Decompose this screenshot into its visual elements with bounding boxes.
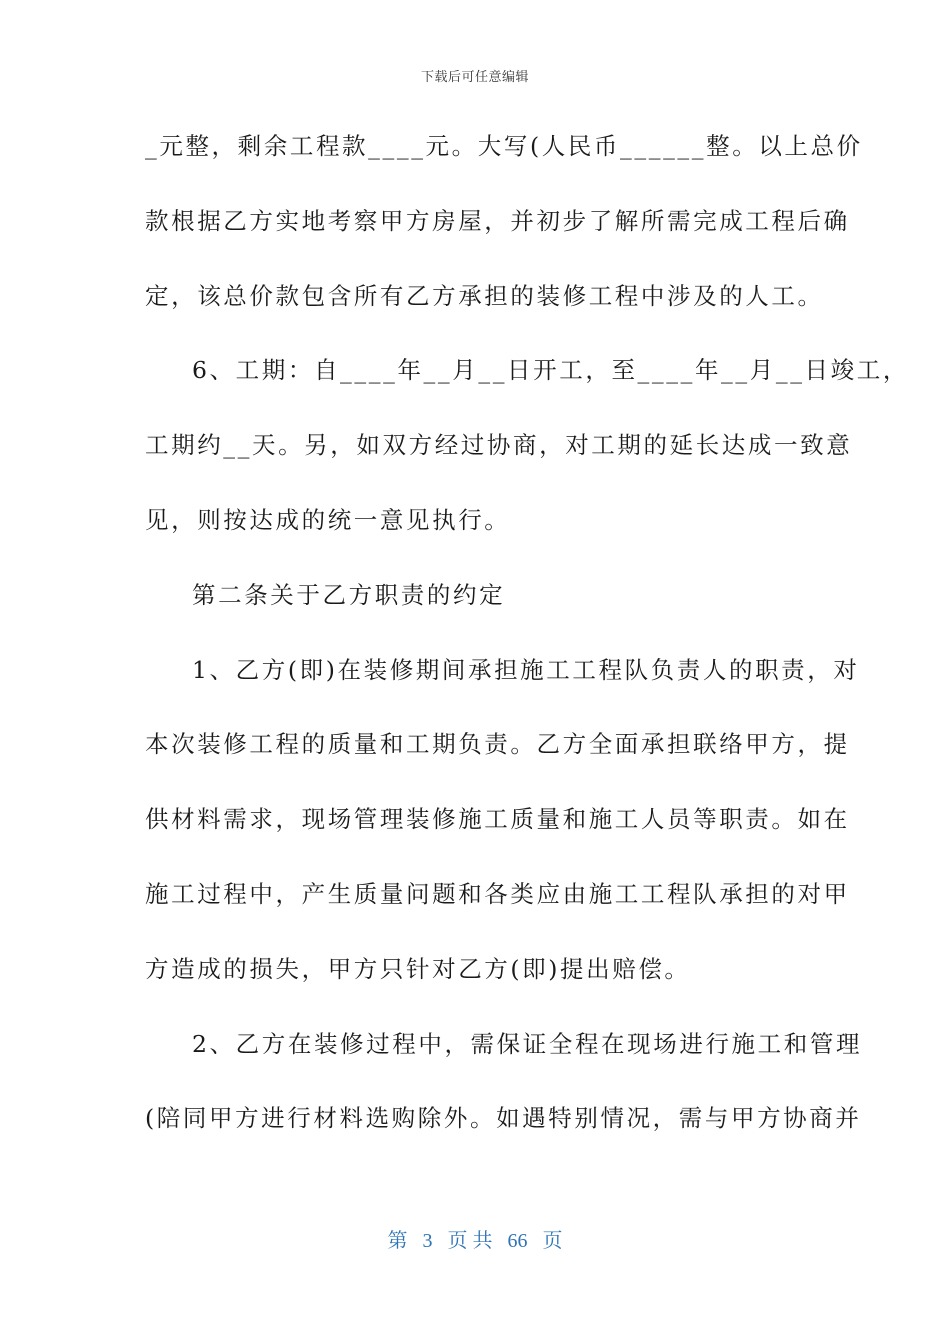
body-line: 见，则按达成的统一意见执行。 bbox=[145, 505, 511, 534]
footer-prefix: 第 bbox=[387, 1230, 408, 1252]
body-line: 款根据乙方实地考察甲方房屋，并初步了解所需完成工程后确 bbox=[145, 206, 850, 235]
footer-suffix: 页 bbox=[542, 1230, 563, 1252]
body-line: 供材料需求，现场管理装修施工质量和施工人员等职责。如在 bbox=[145, 805, 850, 834]
body-line: 施工过程中，产生质量问题和各类应由施工工程队承担的对甲 bbox=[145, 879, 850, 908]
document-body bbox=[145, 124, 909, 1171]
body-line: _元整，剩余工程款____元。大写(人民币______整。以上总价 bbox=[145, 132, 863, 160]
body-line: (陪同甲方进行材料选购除外。如遇特别情况，需与甲方协商并 bbox=[145, 1104, 862, 1133]
page-header: 下载后可任意编辑 bbox=[420, 70, 529, 85]
body-line: 定，该总价款包含所有乙方承担的装修工程中涉及的人工。 bbox=[145, 281, 824, 310]
clause-2: 2、乙方在装修过程中，需保证全程在现场进行施工和管理 bbox=[192, 1029, 863, 1058]
body-line: 本次装修工程的质量和工期负责。乙方全面承担联络甲方，提 bbox=[145, 730, 850, 759]
body-line: 工期约__天。另，如双方经过协商，对工期的延长达成一致意 bbox=[145, 431, 853, 460]
total-page-count: 66 bbox=[507, 1230, 528, 1252]
section-heading: 第二条关于乙方职责的约定 bbox=[192, 580, 506, 609]
current-page-number: 3 bbox=[422, 1230, 433, 1252]
clause-1: 1、乙方(即)在装修期间承担施工工程队负责人的职责，对 bbox=[192, 655, 860, 684]
page-footer bbox=[0, 1224, 950, 1253]
body-line: 方造成的损失，甲方只针对乙方(即)提出赔偿。 bbox=[145, 954, 691, 983]
footer-middle: 页 共 bbox=[447, 1230, 493, 1252]
clause-6-duration: 6、工期：自____年__月__日开工，至____年__月__日竣工， bbox=[192, 356, 909, 385]
